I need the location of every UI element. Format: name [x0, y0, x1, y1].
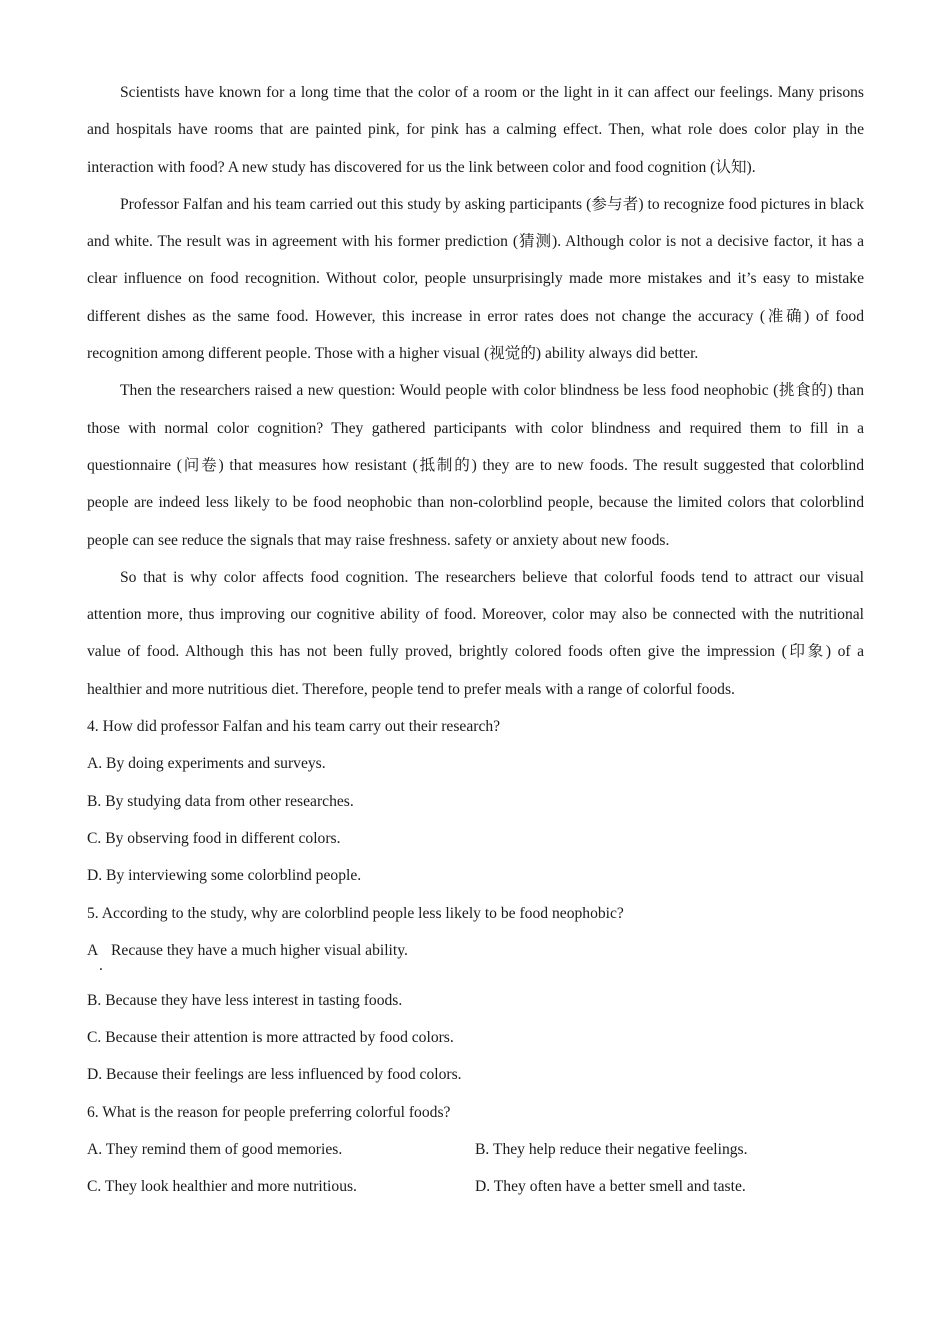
question-6-option-b: B. They help reduce their negative feelings. [475, 1141, 748, 1158]
question-6-options-row-2 [87, 1168, 864, 1205]
question-5-text: 5. According to the study, why are colorblind people less likely to be food neophobic? [87, 904, 624, 922]
question-4-option-b: B. By studying data from other researches. [87, 792, 354, 810]
question-6-option-a: A. They remind them of good memories. [87, 1141, 343, 1158]
exam-page [87, 74, 864, 1206]
question-6 [87, 1094, 864, 1206]
question-5-option-a-text: Recause they have a much higher visual ability. [111, 941, 408, 959]
question-5-option-a-dot: . [99, 956, 103, 974]
question-5-option-c: C. Because their attention is more attracted by food colors. [87, 1029, 454, 1047]
question-4 [87, 708, 864, 894]
question-5-option-d: D. Because their feelings are less influenced by food colors. [87, 1066, 462, 1084]
passage-paragraph-1: Scientists have known for a long time that the color of a room or the light in it can affect our feelings. Many prisons and hospitals have rooms that are painted pink, for pink has a calming effect. Then, what role does color play in the interaction with food? A new study has discovered for us the link between color and food cognition (认知). [87, 84, 864, 176]
question-4-option-d: D. By interviewing some colorblind people. [87, 867, 362, 885]
question-6-text: 6. What is the reason for people preferring colorful foods? [87, 1103, 451, 1121]
question-5-option-b: B. Because they have less interest in tasting foods. [87, 991, 403, 1009]
question-4-option-c: C. By observing food in different colors. [87, 829, 341, 847]
question-6-options-row-1 [87, 1131, 864, 1168]
question-4-text: 4. How did professor Falfan and his team carry out their research? [87, 718, 501, 736]
question-5-option-a-letter: A [87, 941, 99, 959]
passage-paragraph-2: Professor Falfan and his team carried out this study by asking participants (参与者) to recognize food pictures in black and white. The result was in agreement with his former prediction (猜测). Although color is not a decisive factor, it has a clear influence on food recognition. Without color, people unsurprisingly made more mistakes and it’s easy to mistake different dishes as the same food. However, this increase in error rates does not change the accuracy (准确) of food recognition among different people. Those with a higher visual (视觉的) ability always did better. [87, 195, 864, 363]
passage-paragraph-4: So that is why color affects food cognition. The researchers believe that colorful foods tend to attract our visual attention more, thus improving our cognitive ability of food. Moreover, color may also be connected with the nutritional value of food. Although this has not been fully proved, brightly colored foods often give the impression (印象) of a healthier and more nutritious diet. Therefore, people tend to prefer meals with a range of colorful foods. [87, 568, 864, 698]
question-6-option-c: C. They look healthier and more nutritious. [87, 1178, 357, 1196]
passage-paragraph-3: Then the researchers raised a new question: Would people with color blindness be less food neophobic (挑食的) than those with normal color cognition? They gathered participants with color blindness and required them to fill in a questionnaire (问卷) that measures how resistant (抵制的) they are to new foods. The result suggested that colorblind people are indeed less likely to be food neophobic than non-colorblind people, because the limited colors that colorblind people can see reduce the signals that may raise freshness. safety or anxiety about new foods. [87, 382, 864, 549]
question-5 [87, 895, 864, 1094]
question-5-option-a [87, 932, 864, 974]
question-6-option-d: D. They often have a better smell and taste. [475, 1178, 746, 1196]
question-4-option-a: A. By doing experiments and surveys. [87, 755, 326, 773]
